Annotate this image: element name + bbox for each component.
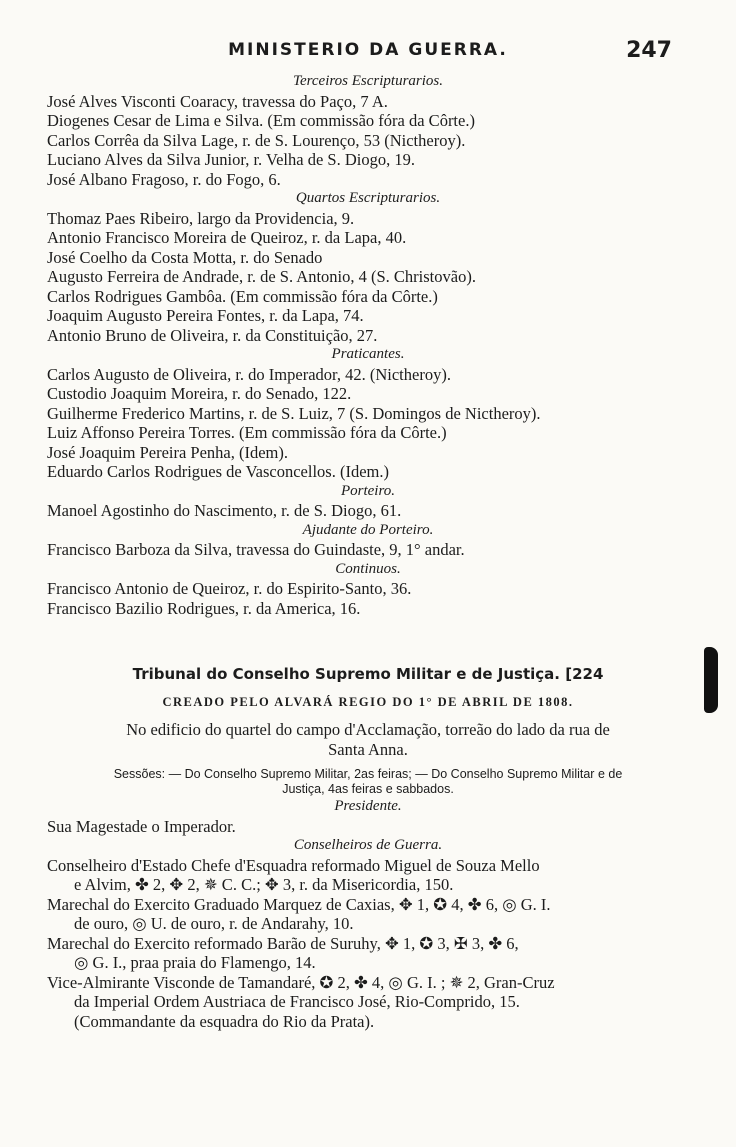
tribunal-location: No edificio do quartel do campo d'Acclamação, torreão do lado da rua de: [126, 720, 610, 739]
entry-line: Eduardo Carlos Rodrigues de Vasconcellos. (Idem.): [47, 462, 389, 481]
conselheiro-line: Conselheiro d'Estado Chefe d'Esquadra reformado Miguel de Souza Mello: [47, 855, 540, 875]
conselheiro-line: da Imperial Ordem Austriaca de Francisco José, Rio-Comprido, 15.: [74, 992, 520, 1011]
entry-line: Diogenes Cesar de Lima e Silva. (Em commissão fóra da Côrte.): [47, 111, 475, 130]
entry-line: Thomaz Paes Ribeiro, largo da Providencia, 9.: [47, 208, 355, 228]
tribunal-sessions-cont: Justiça, 4as feiras e sabbados.: [282, 782, 454, 796]
conselheiro-line: de ouro, ◎ U. de ouro, r. de Andarahy, 10.: [74, 914, 354, 933]
running-head: MINISTERIO DA GUERRA.: [228, 40, 508, 60]
conselheiro-line: e Alvim, ✤ 2, ✥ 2, ✵ C. C.; ✥ 3, r. da Misericordia, 150.: [74, 875, 454, 894]
entry-line: Manoel Agostinho do Nascimento, r. de S. Diogo, 61.: [47, 501, 402, 520]
presidente-heading: Presidente.: [334, 798, 402, 814]
page-header: [0, 40, 736, 70]
conselheiro-line: ◎ G. I., praa praia do Flamengo, 14.: [74, 953, 316, 972]
entry-line: José Coelho da Costa Motta, r. do Senado: [47, 247, 323, 267]
entry-line: Carlos Rodrigues Gambôa. (Em commissão fóra da Côrte.): [47, 286, 438, 306]
page-body: [0, 72, 736, 1031]
presidente-entry: Sua Magestade o Imperador.: [47, 816, 236, 836]
conselheiro-line: Marechal do Exercito Graduado Marquez de Caxias, ✥ 1, ✪ 4, ✤ 6, ◎ G. I.: [47, 894, 551, 914]
entry-line: Luciano Alves da Silva Junior, r. Velha de S. Diogo, 19.: [47, 150, 415, 169]
entry-line: Antonio Bruno de Oliveira, r. da Constituição, 27.: [47, 325, 378, 345]
tribunal-created: CREADO PELO ALVARÁ REGIO DO 1° DE ABRIL DE 1808.: [162, 694, 574, 709]
entry-line: Antonio Francisco Moreira de Queiroz, r. da Lapa, 40.: [47, 228, 407, 247]
entry-line: Custodio Joaquim Moreira, r. do Senado, 122.: [47, 384, 352, 403]
section-heading-praticantes: Praticantes.: [331, 346, 405, 362]
conselheiro-line: Vice-Almirante Visconde de Tamandaré, ✪ 2, ✤ 4, ◎ G. I. ; ✵ 2, Gran-Cruz: [47, 972, 555, 992]
margin-bracket-mark: [704, 647, 718, 713]
page-number: 247: [626, 38, 672, 63]
gap: [0, 712, 736, 720]
entry-line: José Alves Visconti Coaracy, travessa do Paço, 7 A.: [47, 91, 388, 111]
entry-line: Carlos Augusto de Oliveira, r. do Imperador, 42. (Nictheroy).: [47, 364, 451, 384]
entry-line: Francisco Bazilio Rodrigues, r. da America, 16.: [47, 598, 361, 618]
entry-line: Carlos Corrêa da Silva Lage, r. de S. Lourenço, 53 (Nictheroy).: [47, 130, 466, 150]
tribunal-sessions: Sessões: — Do Conselho Supremo Militar, 2as feiras; — Do Conselho Supremo Militar e de: [113, 767, 623, 781]
conselheiro-line: Marechal do Exercito reformado Barão de Suruhy, ✥ 1, ✪ 3, ✠ 3, ✤ 6,: [47, 933, 519, 953]
entry-line: Francisco Antonio de Queiroz, r. do Espirito-Santo, 36.: [47, 579, 412, 598]
section-heading-ajudante: Ajudante do Porteiro.: [302, 521, 434, 538]
section-heading-porteiro: Porteiro.: [340, 482, 396, 499]
section-heading-continuos: Continuos.: [335, 560, 401, 577]
conselheiro-line: (Commandante da esquadra do Rio da Prata).: [74, 1011, 375, 1031]
entry-line: Francisco Barboza da Silva, travessa do Guindaste, 9, 1° andar.: [47, 540, 465, 559]
gap: [0, 685, 736, 693]
section-gap: [0, 618, 736, 651]
entry-line: Joaquim Augusto Pereira Fontes, r. da Lapa, 74.: [47, 306, 364, 325]
entry-line: Guilherme Frederico Martins, r. de S. Luiz, 7 (S. Domingos de Nictheroy).: [47, 403, 541, 423]
tribunal-location-cont: Santa Anna.: [328, 739, 408, 759]
tribunal-title: Tribunal do Conselho Supremo Militar e de Justiça. [224: [132, 665, 604, 683]
entry-line: Luiz Affonso Pereira Torres. (Em commissão fóra da Côrte.): [47, 423, 447, 442]
conselheiros-heading: Conselheiros de Guerra.: [293, 837, 443, 853]
entry-line: José Joaquim Pereira Penha, (Idem).: [47, 442, 289, 462]
entry-line: José Albano Fragoso, r. do Fogo, 6.: [47, 169, 281, 189]
section-heading-quartos: Quartos Escripturarios.: [295, 190, 441, 206]
gap: [0, 759, 736, 767]
entry-line: Augusto Ferreira de Andrade, r. de S. Antonio, 4 (S. Christovão).: [47, 267, 476, 286]
section-heading-terceiros: Terceiros Escripturarios.: [292, 73, 443, 89]
